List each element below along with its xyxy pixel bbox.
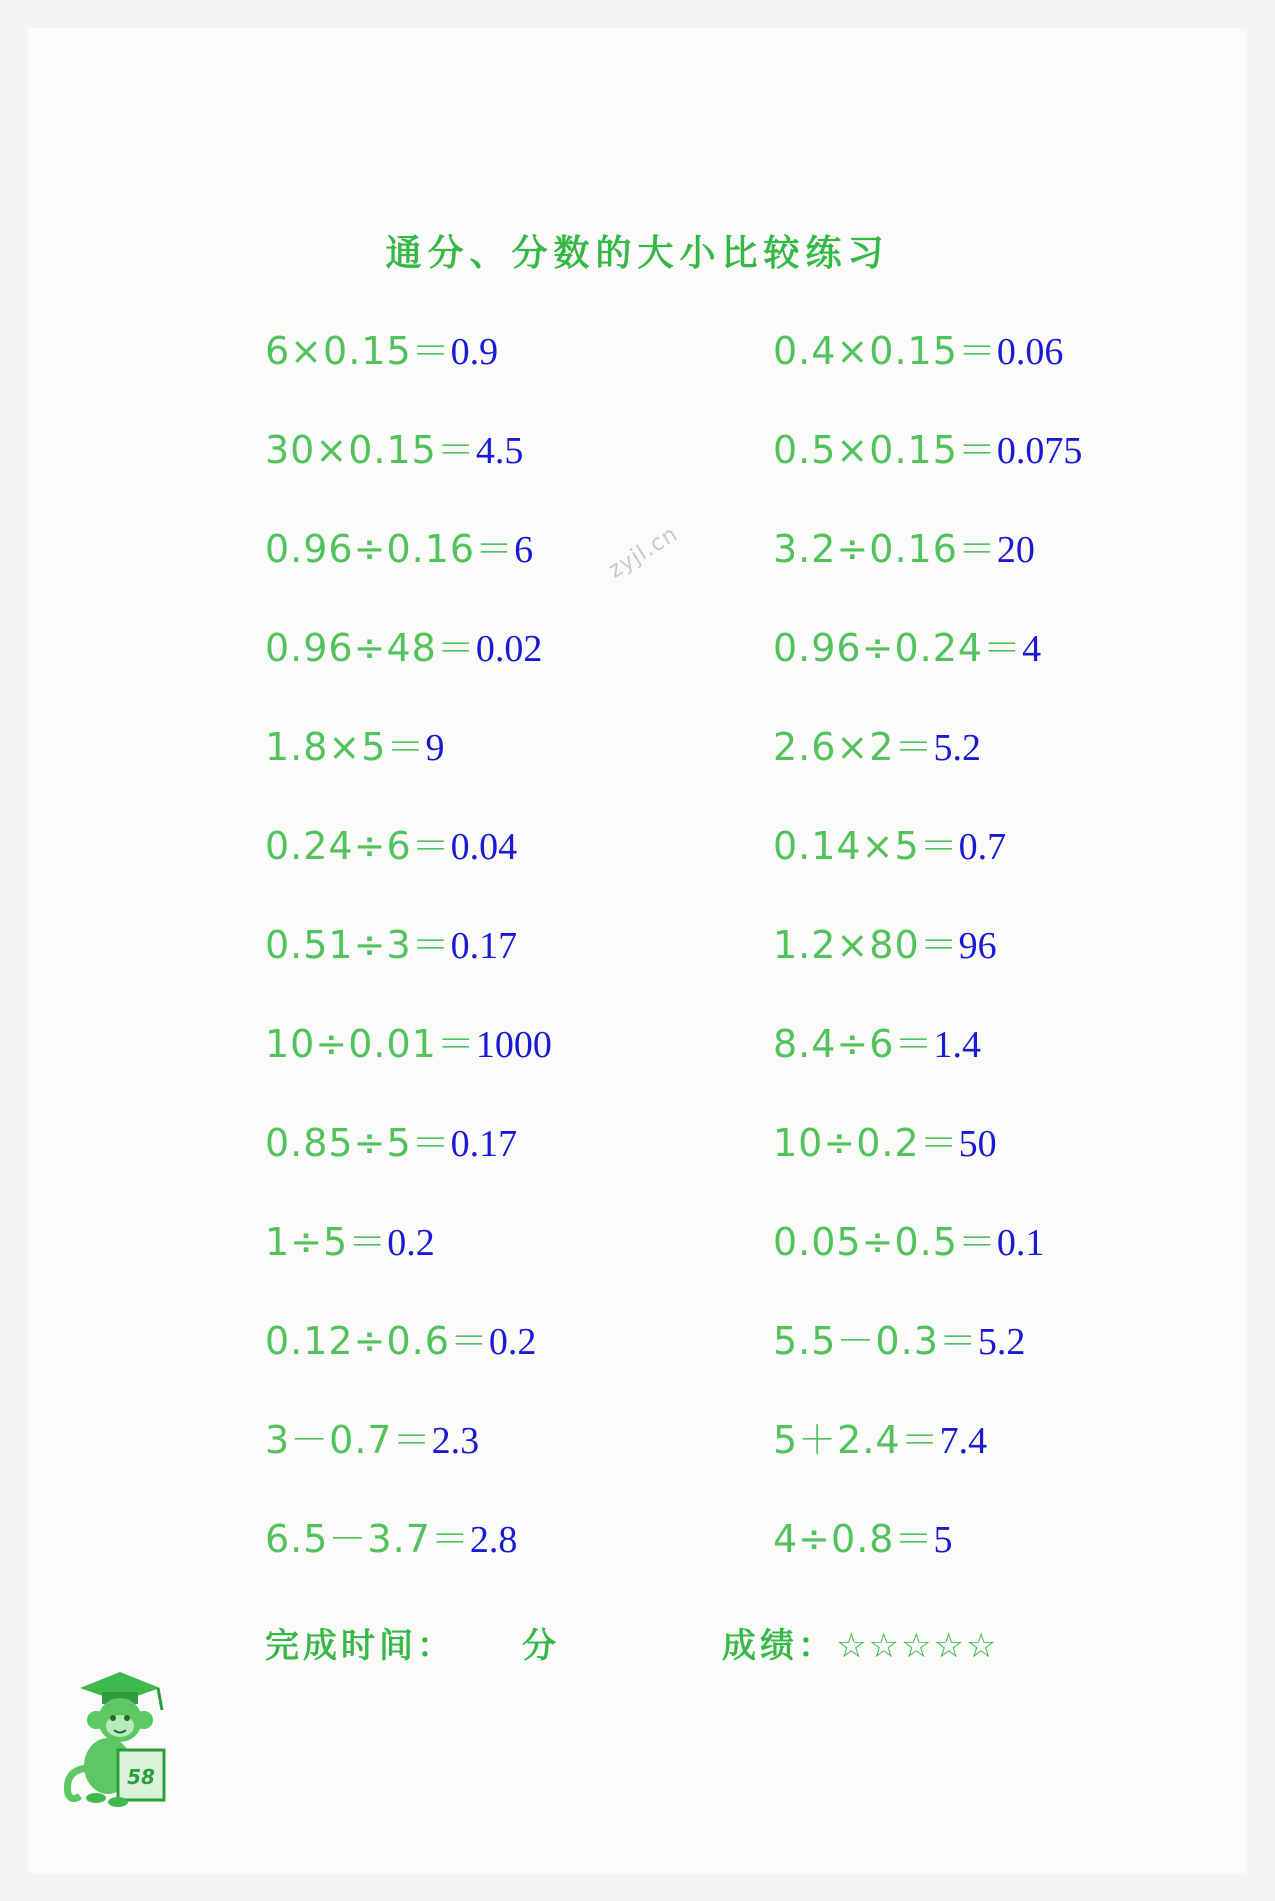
question: 0.5×0.15＝: [773, 428, 997, 472]
problem-left-12: [265, 1409, 479, 1469]
answer: 1000: [475, 1024, 552, 1066]
problem-left-1: [265, 320, 498, 380]
page-number: 58: [127, 1765, 155, 1789]
question: 10÷0.01＝: [265, 1022, 476, 1066]
problem-left-6: [265, 815, 517, 875]
problem-left-2: [265, 419, 523, 479]
problem-left-11: [265, 1310, 536, 1370]
problem-right-13: [773, 1508, 952, 1568]
question: 1.8×5＝: [265, 725, 426, 769]
question: 2.6×2＝: [773, 725, 934, 769]
answer: 0.17: [450, 925, 518, 967]
answer: 5.2: [977, 1321, 1026, 1363]
question: 0.4×0.15＝: [773, 329, 997, 373]
problem-right-7: [773, 914, 997, 974]
question: 0.96÷0.16＝: [265, 527, 515, 571]
question: 5.5－0.3＝: [773, 1319, 978, 1363]
question: 3.2÷0.16＝: [773, 527, 997, 571]
answer: 5.2: [933, 727, 981, 769]
question: 0.05÷0.5＝: [773, 1220, 997, 1264]
answer: 0.9: [450, 331, 499, 373]
problem-left-7: [265, 914, 517, 974]
answer: 9: [425, 727, 445, 769]
problem-left-5: [265, 716, 444, 776]
answer: 0.2: [387, 1222, 435, 1264]
question: 0.12÷0.6＝: [265, 1319, 489, 1363]
answer: 0.1: [996, 1222, 1045, 1264]
question: 8.4÷6＝: [773, 1022, 934, 1066]
score-block: [722, 1618, 998, 1667]
question: 4÷0.8＝: [773, 1517, 934, 1561]
page-title: 通分、分数的大小比较练习: [385, 233, 890, 274]
minutes-unit: 分: [522, 1626, 560, 1666]
problem-right-8: [773, 1013, 981, 1073]
question: 0.24÷6＝: [265, 824, 451, 868]
watermark: zyjl.cn: [604, 521, 683, 584]
problem-right-4: [773, 617, 1041, 677]
problem-right-1: [773, 320, 1063, 380]
problem-left-3: [265, 518, 533, 578]
answer: 4.5: [475, 430, 524, 472]
monkey-graduate-icon: [58, 1658, 178, 1808]
answer: 50: [958, 1123, 997, 1165]
problem-left-8: [265, 1013, 552, 1073]
problem-right-2: [773, 419, 1082, 479]
answer: 4: [1022, 628, 1042, 670]
question: 1.2×80＝: [773, 923, 959, 967]
problem-left-4: [265, 617, 542, 677]
answer: 0.06: [996, 331, 1064, 373]
problem-left-9: [265, 1112, 517, 1172]
worksheet-page: [28, 28, 1247, 1873]
answer: 2.8: [469, 1519, 518, 1561]
question: 5＋2.4＝: [773, 1418, 940, 1462]
problem-right-12: [773, 1409, 987, 1469]
answer: 1.4: [933, 1024, 981, 1066]
problem-right-6: [773, 815, 1006, 875]
problem-right-11: [773, 1310, 1025, 1370]
question: 0.14×5＝: [773, 824, 959, 868]
question: 3－0.7＝: [265, 1418, 432, 1462]
answer: 2.3: [431, 1420, 480, 1462]
problem-right-3: [773, 518, 1035, 578]
score-label: 成绩：: [722, 1626, 836, 1666]
answer: 0.7: [958, 826, 1007, 868]
question: 0.96÷0.24＝: [773, 626, 1023, 670]
problem-left-10: [265, 1211, 435, 1271]
question: 10÷0.2＝: [773, 1121, 959, 1165]
answer: 0.17: [450, 1123, 518, 1165]
answer: 7.4: [939, 1420, 988, 1462]
answer: 5: [933, 1519, 953, 1561]
problem-right-10: [773, 1211, 1044, 1271]
answer: 0.075: [996, 430, 1083, 472]
problem-right-9: [773, 1112, 997, 1172]
problem-right-5: [773, 716, 981, 776]
answer: 96: [958, 925, 997, 967]
question: 0.85÷5＝: [265, 1121, 451, 1165]
answer: 6: [514, 529, 534, 571]
answer: 0.02: [475, 628, 543, 670]
question: 0.96÷48＝: [265, 626, 476, 670]
answer: 20: [996, 529, 1035, 571]
question: 30×0.15＝: [265, 428, 476, 472]
question: 6×0.15＝: [265, 329, 451, 373]
star-rating: ☆☆☆☆☆: [836, 1626, 999, 1666]
answer: 0.2: [488, 1321, 537, 1363]
answer: 0.04: [450, 826, 518, 868]
question: 6.5－3.7＝: [265, 1517, 470, 1561]
question: 0.51÷3＝: [265, 923, 451, 967]
question: 1÷5＝: [265, 1220, 388, 1264]
completion-time-label: 完成时间：: [265, 1626, 455, 1666]
problem-left-13: [265, 1508, 517, 1568]
